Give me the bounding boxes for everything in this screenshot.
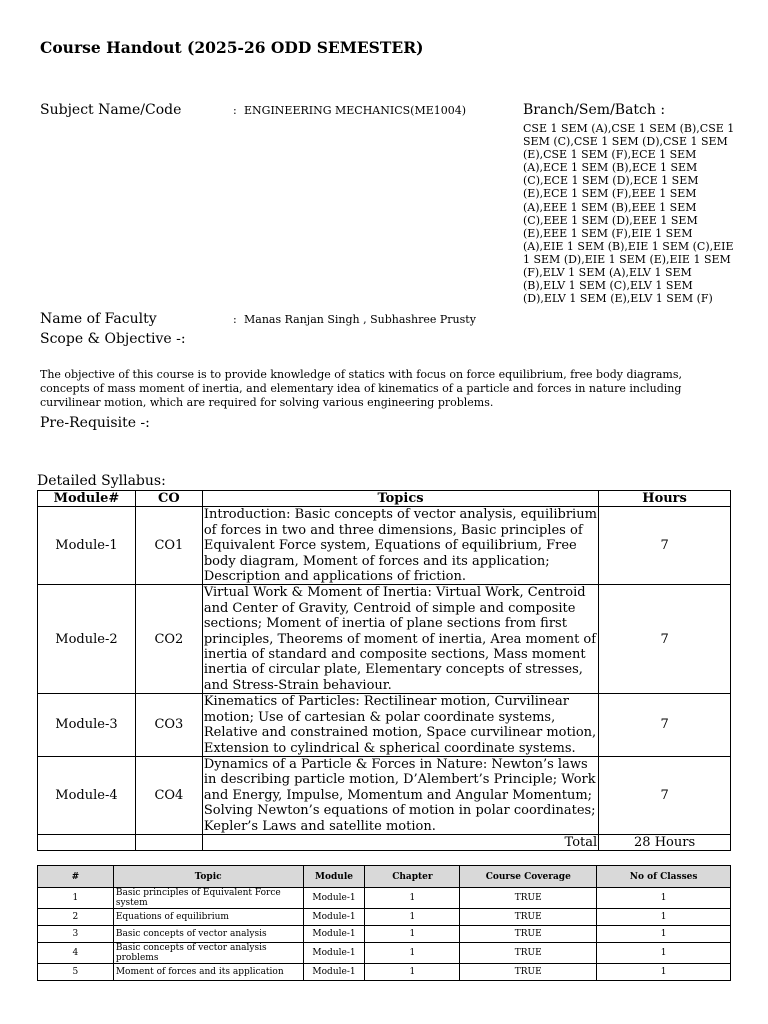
num-cell: 2: [38, 909, 114, 926]
co-cell: CO4: [135, 756, 202, 834]
coverage-cell: TRUE: [460, 888, 597, 909]
header-num: #: [38, 866, 114, 888]
chapter-cell: 1: [365, 926, 460, 943]
table-row: [38, 964, 731, 981]
co-cell: CO1: [135, 507, 202, 585]
total-row: [38, 834, 731, 850]
co-cell: CO2: [135, 585, 202, 694]
header-co: CO: [135, 491, 202, 507]
table-row: [38, 926, 731, 943]
total-label: Total: [202, 834, 598, 850]
subject-value: ENGINEERING MECHANICS(ME1004): [244, 104, 467, 117]
subject-separator: :: [233, 104, 237, 117]
table-row: [38, 585, 731, 694]
class-plan-header-row: [38, 866, 731, 888]
scope-label: Scope & Objective -:: [40, 331, 186, 347]
empty-cell: [135, 834, 202, 850]
topic-cell: Moment of forces and its application: [113, 964, 303, 981]
faculty-label: Name of Faculty: [40, 311, 157, 327]
subject-label: Subject Name/Code: [40, 102, 182, 118]
module-cell: Module-1: [38, 507, 136, 585]
num-cell: 1: [38, 888, 114, 909]
topics-cell: Dynamics of a Particle & Forces in Nature: Newton’s laws in describing particle motion, D’Alembert’s Principle; Work and Energy, Impulse, Momentum and Angular Momentum; Solving Newton’s equations of motion in polar coordinates; Kepler’s Laws and satellite motion.: [202, 756, 598, 834]
faculty-value: Manas Ranjan Singh , Subhashree Prusty: [244, 313, 476, 326]
classes-cell: 1: [597, 909, 731, 926]
module-cell: Module-4: [38, 756, 136, 834]
branch-label: Branch/Sem/Batch :: [523, 102, 666, 118]
hours-cell: 7: [599, 585, 731, 694]
header-topics: Topics: [202, 491, 598, 507]
table-row: [38, 909, 731, 926]
classes-cell: 1: [597, 888, 731, 909]
syllabus-header-row: [38, 491, 731, 507]
header-classes: No of Classes: [597, 866, 731, 888]
branch-value: CSE 1 SEM (A),CSE 1 SEM (B),CSE 1 SEM (C),CSE 1 SEM (D),CSE 1 SEM (E),CSE 1 SEM (F),ECE 1 SEM (A),ECE 1 SEM (B),ECE 1 SEM (C),ECE 1 SEM (D),ECE 1 SEM (E),ECE 1 SEM (F),EEE 1 SEM (A),EEE 1 SEM (B),EEE 1 SEM (C),EEE 1 SEM (D),EEE 1 SEM (E),EEE 1 SEM (F),EIE 1 SEM (A),EIE 1 SEM (B),EIE 1 SEM (C),EIE 1 SEM (D),EIE 1 SEM (E),EIE 1 SEM (F),ELV 1 SEM (A),ELV 1 SEM (B),ELV 1 SEM (C),ELV 1 SEM (D),ELV 1 SEM (E),ELV 1 SEM (F): [523, 122, 735, 306]
syllabus-heading: Detailed Syllabus:: [37, 473, 166, 489]
classes-cell: 1: [597, 964, 731, 981]
num-cell: 4: [38, 943, 114, 964]
faculty-separator: :: [233, 313, 237, 326]
co-cell: CO3: [135, 694, 202, 757]
table-row: [38, 943, 731, 964]
coverage-cell: TRUE: [460, 943, 597, 964]
topic-cell: Equations of equilibrium: [113, 909, 303, 926]
coverage-cell: TRUE: [460, 909, 597, 926]
objective-text: The objective of this course is to provide knowledge of statics with focus on force equilibrium, free body diagrams, concepts of mass moment of inertia, and elementary idea of kinematics of a particle and forces in nature including curvilinear motion, which are required for solving various engineering problems.: [40, 368, 682, 409]
module-cell: Module-1: [303, 909, 365, 926]
total-value: 28 Hours: [599, 834, 731, 850]
header-module: Module: [303, 866, 365, 888]
module-cell: Module-1: [303, 964, 365, 981]
hours-cell: 7: [599, 507, 731, 585]
num-cell: 5: [38, 964, 114, 981]
num-cell: 3: [38, 926, 114, 943]
table-row: [38, 756, 731, 834]
classes-cell: 1: [597, 926, 731, 943]
chapter-cell: 1: [365, 943, 460, 964]
topics-cell: Virtual Work & Moment of Inertia: Virtual Work, Centroid and Center of Gravity, Centroid of simple and composite sections; Moment of inertia of plane sections from first principles, Theorems of moment of inertia, Area moment of inertia of standard and composite sections, Mass moment inertia of circular plate, Elementary concepts of stresses, and Stress-Strain behaviour.: [202, 585, 598, 694]
syllabus-table: [37, 490, 731, 851]
table-row: [38, 888, 731, 909]
topics-cell: Introduction: Basic concepts of vector analysis, equilibrium of forces in two and three dimensions, Basic principles of Equivalent Force system, Equations of equilibrium, Free body diagram, Moment of forces and its application; Description and applications of friction.: [203, 507, 597, 585]
module-cell: Module-3: [38, 694, 136, 757]
chapter-cell: 1: [365, 909, 460, 926]
header-coverage: Course Coverage: [460, 866, 597, 888]
coverage-cell: TRUE: [460, 964, 597, 981]
hours-cell: 7: [599, 694, 731, 757]
table-row: [38, 694, 731, 757]
coverage-cell: TRUE: [460, 926, 597, 943]
table-row: [38, 507, 731, 585]
module-cell: Module-1: [303, 943, 365, 964]
empty-cell: [38, 834, 136, 850]
header-chapter: Chapter: [365, 866, 460, 888]
topic-cell: Basic principles of Equivalent Force system: [113, 888, 303, 909]
topic-cell: Basic concepts of vector analysis: [113, 926, 303, 943]
classes-cell: 1: [597, 943, 731, 964]
module-cell: Module-1: [303, 888, 365, 909]
topic-cell: Basic concepts of vector analysis problems: [113, 943, 303, 964]
page-title: Course Handout (2025-26 ODD SEMESTER): [40, 38, 424, 57]
header-module: Module#: [38, 491, 136, 507]
header-hours: Hours: [599, 491, 731, 507]
module-cell: Module-2: [38, 585, 136, 694]
chapter-cell: 1: [365, 964, 460, 981]
chapter-cell: 1: [365, 888, 460, 909]
topics-cell: Kinematics of Particles: Rectilinear motion, Curvilinear motion; Use of cartesian & polar coordinate systems, Relative and constrained motion, Space curvilinear motion, Extension to cylindrical & spherical coordinate systems.: [202, 694, 598, 757]
header-topic: Topic: [113, 866, 303, 888]
module-cell: Module-1: [303, 926, 365, 943]
class-plan-table: [37, 865, 731, 981]
prereq-label: Pre-Requisite -:: [40, 415, 150, 431]
hours-cell: 7: [599, 756, 731, 834]
